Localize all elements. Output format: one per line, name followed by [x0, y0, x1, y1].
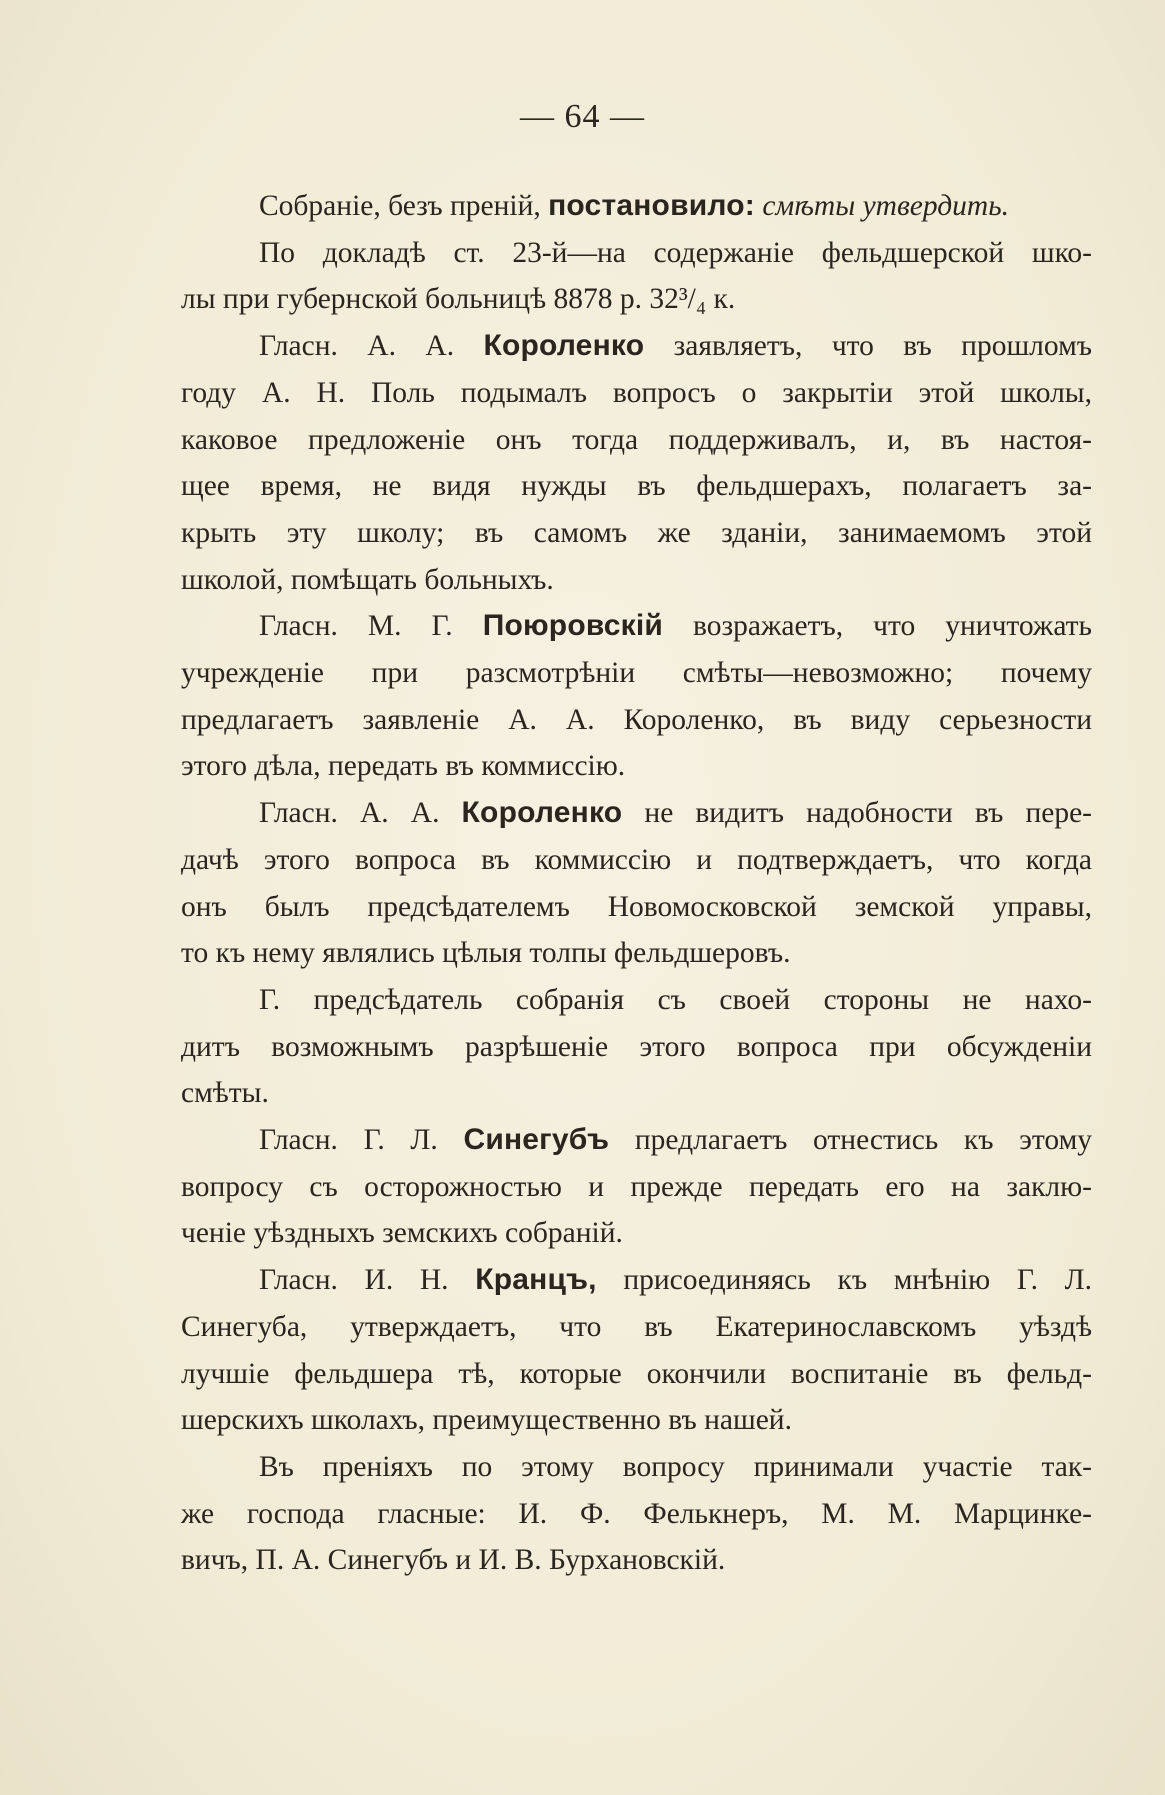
- text-run: предлагаетъ отнестись къ этому: [609, 1124, 1092, 1157]
- paragraph: [181, 1257, 1092, 1444]
- text-run: Гласн. А. А.: [259, 797, 462, 830]
- text-line: [181, 463, 1092, 510]
- speaker-name: Синегубъ: [463, 1123, 610, 1157]
- text-line: [181, 884, 1092, 931]
- text-line: [181, 930, 1092, 977]
- text-line: [181, 1070, 1092, 1117]
- text-run: дачѣ этого вопроса въ коммиссію и подтверждаетъ, что когда: [181, 843, 1092, 876]
- text-line: [181, 603, 1092, 650]
- text-run: Въ преніяхъ по этому вопросу принимали участіе так-: [259, 1450, 1092, 1483]
- text-line: [181, 697, 1092, 744]
- text-line: [181, 1491, 1092, 1538]
- text-run: Гласн. И. Н.: [259, 1264, 476, 1297]
- text-run: Синегуба, утверждаетъ, что въ Екатеринославскомъ уѣздѣ: [181, 1310, 1092, 1343]
- text-run: щее время, не видя нужды въ фельдшерахъ, полагаетъ за-: [181, 470, 1092, 503]
- speaker-name: постановило:: [548, 189, 755, 222]
- text-run: лучшіе фельдшера тѣ, которые окончили воспитаніе въ фельд-: [181, 1357, 1092, 1390]
- text-run: каковое предложеніе онъ тогда поддерживалъ, и, въ настоя-: [181, 423, 1092, 456]
- text-run: учрежденіе при разсмотрѣніи смѣты—невозможно; почему: [181, 657, 1092, 690]
- text-run: Гласн. Г. Л.: [259, 1124, 464, 1157]
- text-run: Г. предсѣдатель собранія съ своей стороны не нахо-: [259, 983, 1092, 1016]
- text-run: возражаетъ, что уничтожать: [663, 610, 1092, 643]
- text-run: школой, помѣщать больныхъ.: [181, 563, 554, 596]
- text-line: [181, 977, 1092, 1024]
- text-line: [181, 183, 1092, 230]
- body-text: [181, 183, 1092, 1584]
- paragraph: [181, 230, 1092, 323]
- text-line: [181, 1210, 1092, 1257]
- speaker-name: Короленко: [483, 329, 645, 363]
- paragraph: [181, 1444, 1092, 1584]
- text-run: то къ нему являлись цѣлыя толпы фельдшеровъ.: [181, 937, 791, 970]
- text-line: [181, 323, 1092, 370]
- text-line: [181, 837, 1092, 884]
- paragraph: [181, 977, 1092, 1117]
- text-line: [181, 1257, 1092, 1304]
- text-run: заявляетъ, что въ прошломъ: [644, 330, 1092, 363]
- text-run: смѣты.: [181, 1077, 269, 1110]
- text-line: [181, 1164, 1092, 1211]
- speaker-name: Поюровскій: [482, 609, 664, 643]
- text-run: вопросу съ осторожностью и прежде передать его на заклю-: [181, 1170, 1092, 1203]
- text-line: [181, 650, 1092, 697]
- text-line: [181, 1304, 1092, 1351]
- paragraph: [181, 1117, 1092, 1257]
- text-line: [181, 557, 1092, 604]
- text-run: этого дѣла, передать въ коммиссію.: [181, 750, 626, 783]
- text-line: [181, 1444, 1092, 1491]
- text-run: присоединяясь къ мнѣнію Г. Л.: [596, 1264, 1092, 1297]
- text-run: смѣты утвердить.: [754, 190, 1010, 222]
- text-line: [181, 276, 1092, 323]
- text-line: [181, 370, 1092, 417]
- text-run: дитъ возможнымъ разрѣшеніе этого вопроса при обсужденіи: [181, 1030, 1092, 1063]
- paragraph: [181, 183, 1092, 230]
- text-line: [181, 1024, 1092, 1071]
- text-run: шерскихъ школахъ, преимущественно въ нашей.: [181, 1404, 792, 1437]
- text-run: По докладѣ ст. 23-й—на содержаніе фельдшерской шко-: [259, 236, 1092, 269]
- paragraph: [181, 323, 1092, 603]
- speaker-name: Кранцъ,: [475, 1263, 597, 1297]
- text-line: [181, 1397, 1092, 1444]
- page-number: — 64 —: [520, 98, 645, 135]
- text-run: крыть эту школу; въ самомъ же зданіи, занимаемомъ этой: [181, 516, 1092, 549]
- text-line: [181, 1537, 1092, 1584]
- text-run: не видитъ надобности въ пере-: [622, 797, 1093, 830]
- text-run: онъ былъ предсѣдателемъ Новомосковской земской управы,: [181, 890, 1092, 923]
- text-line: [181, 790, 1092, 837]
- text-line: [181, 510, 1092, 557]
- text-run: предлагаетъ заявленіе А. А. Короленко, въ виду серьезности: [181, 703, 1092, 736]
- paragraph: [181, 790, 1092, 977]
- text-run: лы при губернской больницѣ 8878 р. 32³/₄ к.: [181, 283, 736, 316]
- text-line: [181, 417, 1092, 464]
- text-line: [181, 1117, 1092, 1164]
- text-line: [181, 230, 1092, 277]
- text-run: Собраніе, безъ преній,: [259, 190, 549, 222]
- speaker-name: Короленко: [461, 796, 623, 830]
- text-run: вичъ, П. А. Синегубъ и И. В. Бурхановскій.: [181, 1544, 726, 1577]
- text-run: Гласн. М. Г.: [259, 610, 483, 643]
- text-line: [181, 743, 1092, 790]
- text-run: Гласн. А. А.: [259, 330, 484, 363]
- text-run: году А. Н. Поль подымалъ вопросъ о закрытіи этой школы,: [181, 376, 1092, 409]
- text-run: же господа гласные: И. Ф. Фелькнеръ, М. М. Марцинке-: [181, 1497, 1092, 1530]
- text-line: [181, 1351, 1092, 1398]
- text-run: ченіе уѣздныхъ земскихъ собраній.: [181, 1217, 623, 1250]
- paragraph: [181, 603, 1092, 790]
